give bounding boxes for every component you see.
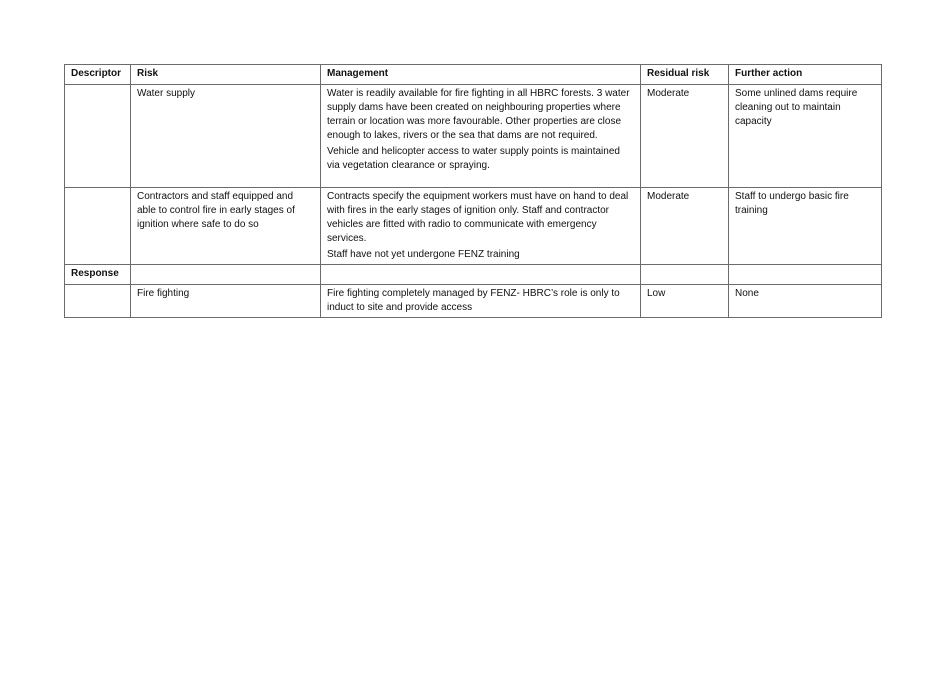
descriptor-cell bbox=[65, 85, 131, 188]
management-cell bbox=[321, 188, 641, 265]
descriptor-cell bbox=[65, 188, 131, 265]
table-row bbox=[65, 85, 882, 188]
further-action-cell: None bbox=[729, 285, 882, 318]
management-paragraph: Water is readily available for fire fighting in all HBRC forests. 3 water supply dams have been created on neighbouring properties where terrain or location was more favourable. Other properties are close enough to lakes, rivers or the sea that dams are not required. bbox=[327, 88, 630, 141]
table-header-row bbox=[65, 65, 882, 85]
risk-cell: Fire fighting bbox=[131, 285, 321, 318]
management-paragraph: Fire fighting completely managed by FENZ- HBRC’s role is only to induct to site and provide access bbox=[327, 288, 620, 313]
section-label: Response bbox=[65, 265, 131, 285]
risk-cell: Water supply bbox=[131, 85, 321, 188]
management-paragraph: Contracts specify the equipment workers must have on hand to deal with fires in the early stages of ignition only. Staff and contractor vehicles are fitted with radio to communicate with emergency services. bbox=[327, 191, 629, 244]
empty-cell bbox=[641, 265, 729, 285]
descriptor-cell bbox=[65, 285, 131, 318]
header-residual-risk: Residual risk bbox=[641, 65, 729, 85]
risk-cell: Contractors and staff equipped and able to control fire in early stages of ignition where safe to do so bbox=[131, 188, 321, 265]
header-descriptor: Descriptor bbox=[65, 65, 131, 85]
empty-cell bbox=[131, 265, 321, 285]
management-cell bbox=[321, 85, 641, 188]
header-management: Management bbox=[321, 65, 641, 85]
header-further-action: Further action bbox=[729, 65, 882, 85]
residual-risk-cell: Moderate bbox=[641, 85, 729, 188]
risk-management-table bbox=[64, 64, 882, 318]
residual-risk-cell: Moderate bbox=[641, 188, 729, 265]
table-row bbox=[65, 188, 882, 265]
table-row bbox=[65, 285, 882, 318]
section-row bbox=[65, 265, 882, 285]
empty-cell bbox=[321, 265, 641, 285]
further-action-cell: Some unlined dams require cleaning out to maintain capacity bbox=[729, 85, 882, 188]
management-paragraph: Vehicle and helicopter access to water supply points is maintained via vegetation clearance or spraying. bbox=[327, 146, 620, 171]
further-action-cell: Staff to undergo basic fire training bbox=[729, 188, 882, 265]
header-risk: Risk bbox=[131, 65, 321, 85]
residual-risk-cell: Low bbox=[641, 285, 729, 318]
management-cell bbox=[321, 285, 641, 318]
management-paragraph: Staff have not yet undergone FENZ training bbox=[327, 249, 520, 260]
empty-cell bbox=[729, 265, 882, 285]
